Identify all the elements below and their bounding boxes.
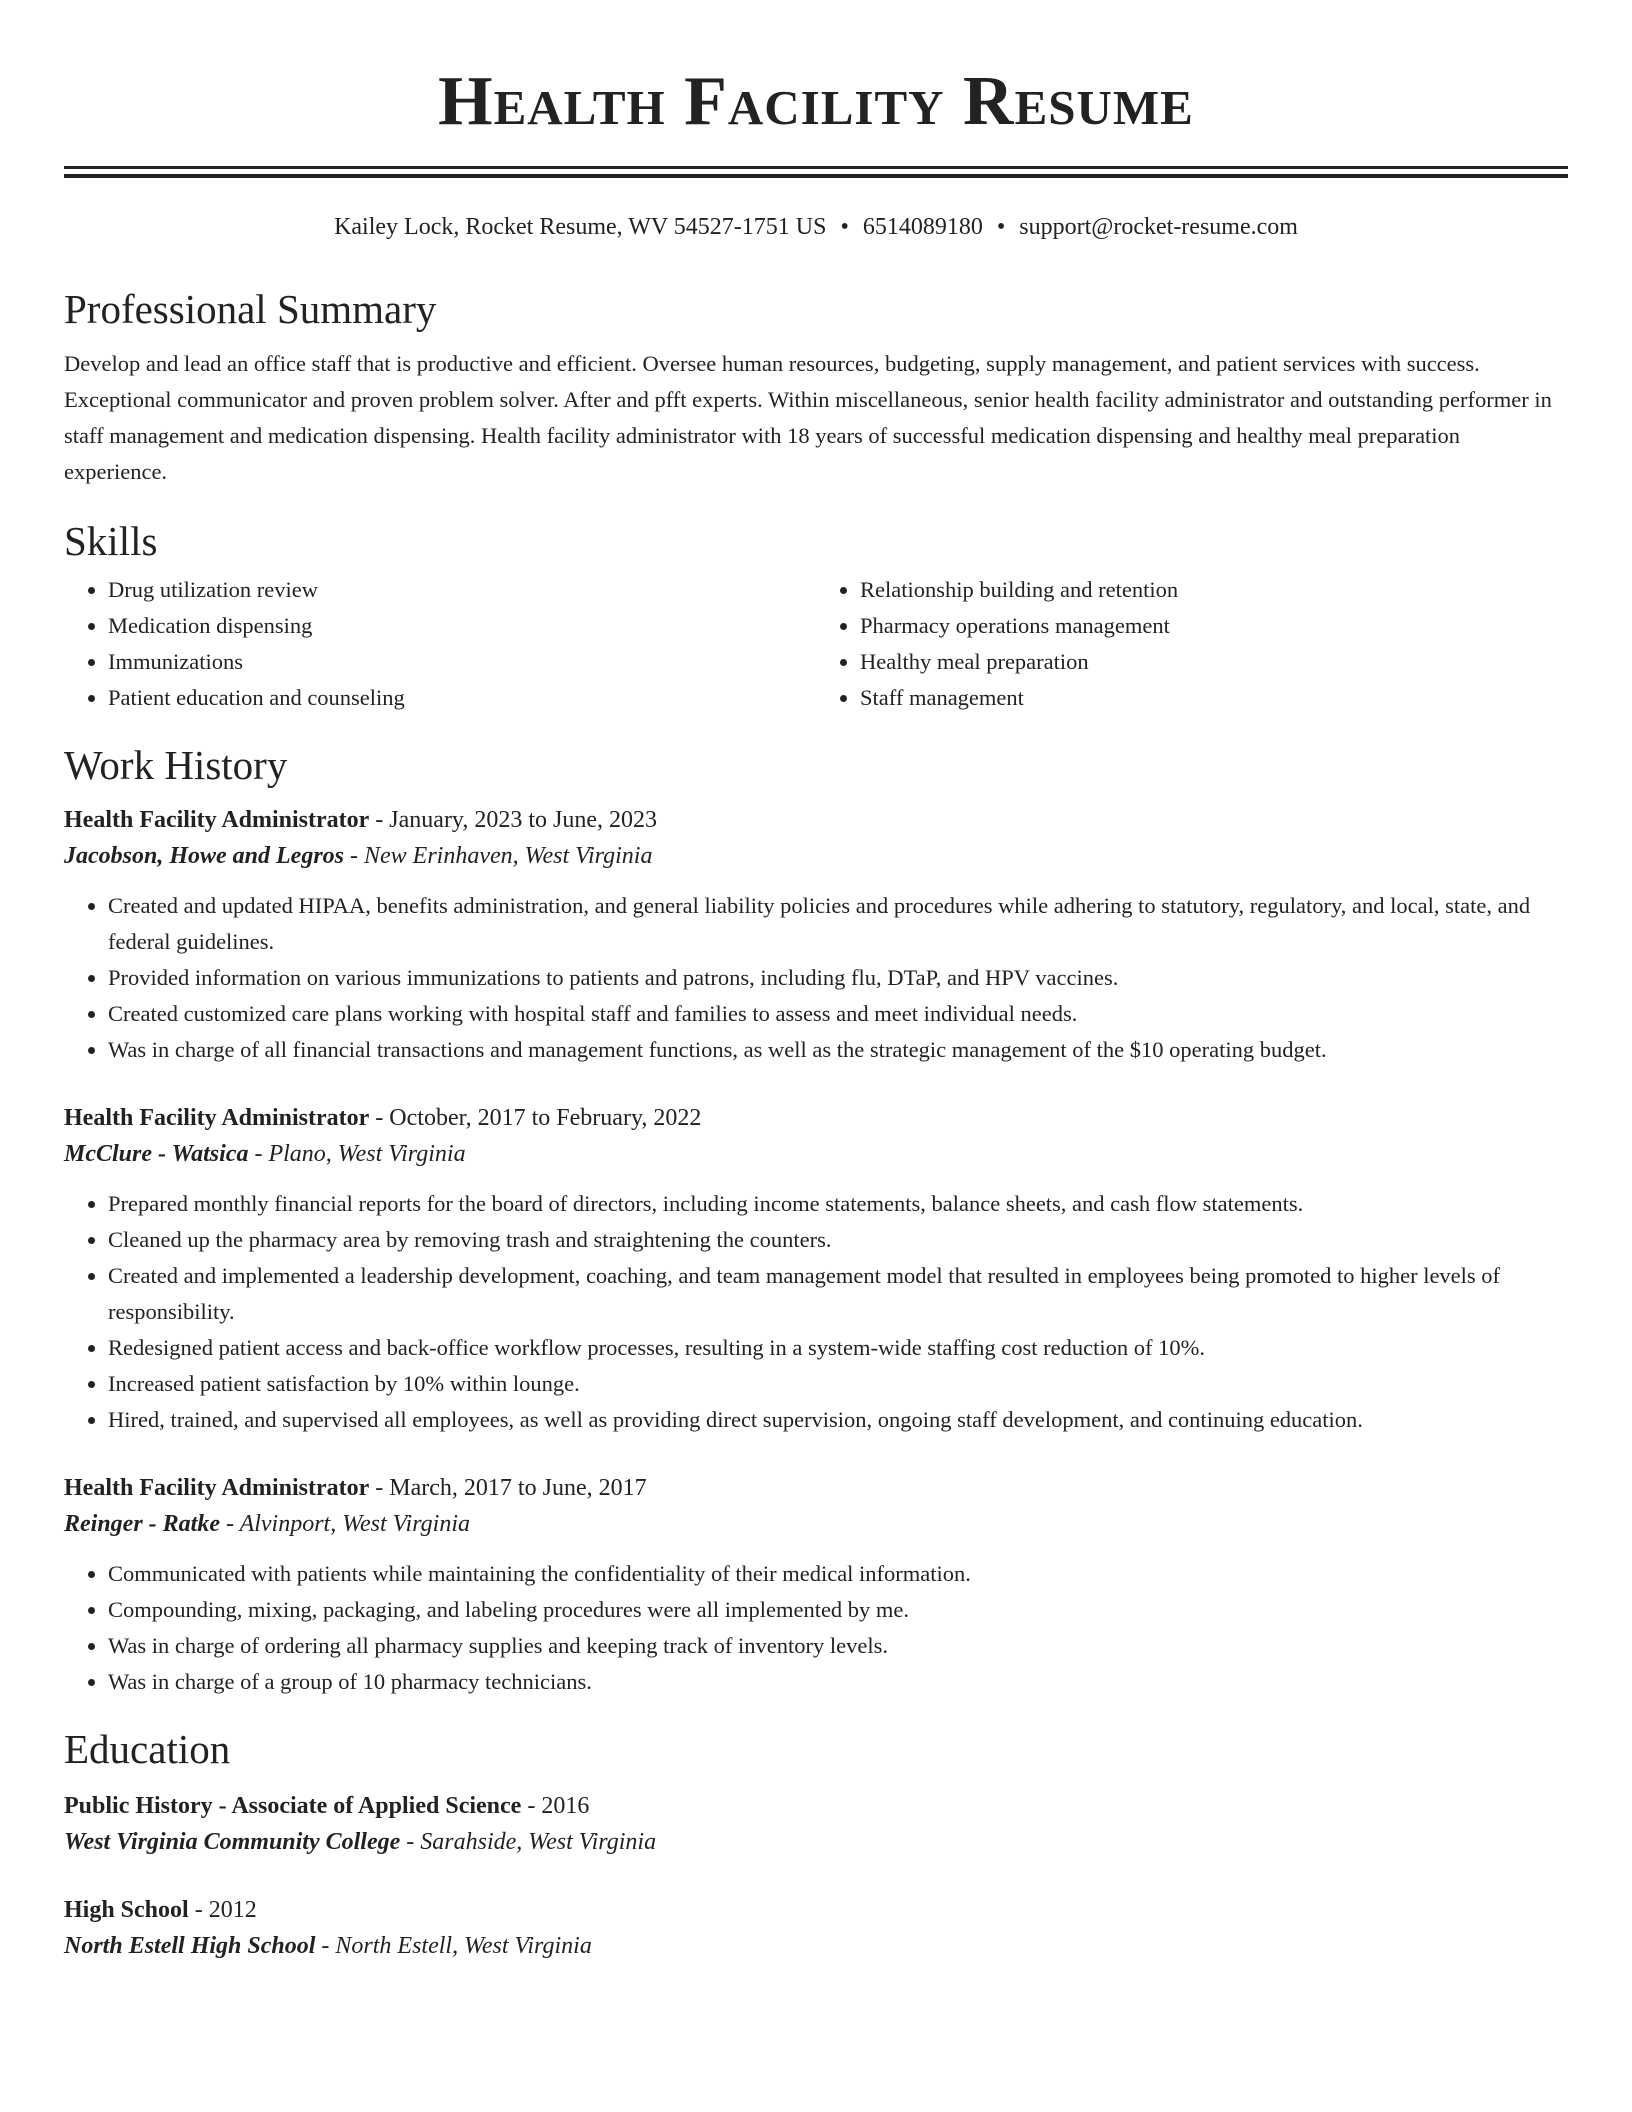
job-company: McClure - Watsica: [64, 1141, 249, 1167]
skill-item: • Healthy meal preparation: [860, 644, 1568, 680]
education-entry: [64, 1892, 1568, 1964]
job-title-line: Health Facility Administrator - March, 2017 to June, 2017: [64, 1475, 647, 1501]
job-entry: [64, 1470, 1568, 1700]
job-bullets: [64, 1186, 1568, 1438]
job-company-line: Reinger - Ratke - Alvinport, West Virginia: [64, 1511, 470, 1537]
job-title-line: Health Facility Administrator - January, 2023 to June, 2023: [64, 807, 658, 833]
degree: Public History - Associate of Applied Science: [64, 1793, 522, 1819]
job-location: Plano, West Virginia: [268, 1141, 466, 1167]
contact-separator: •: [996, 214, 1006, 240]
list-item: • Created customized care plans working with hospital staff and families to assess and meet individual needs.: [108, 996, 1568, 1032]
education-section: [64, 1724, 1568, 1964]
summary-section: [64, 284, 1568, 490]
summary-text: Develop and lead an office staff that is productive and efficient. Oversee human resources, budgeting, supply management, and patient services with success. Exceptional communicator and proven problem solver. After and pfft experts. Within miscellaneous, senior health facility administrator and outstanding performer in staff management and medication dispensing. Health facility administrator with 18 years of successful medication dispensing and healthy meal preparation experience.: [64, 351, 1552, 484]
job-company-line: McClure - Watsica - Plano, West Virginia: [64, 1141, 466, 1167]
school: North Estell High School: [64, 1933, 316, 1959]
list-item: • Was in charge of all financial transactions and management functions, as well as the strategic management of the $10 operating budget.: [108, 1032, 1568, 1068]
list-item: • Redesigned patient access and back-office workflow processes, resulting in a system-wide staffing cost reduction of 10%.: [108, 1330, 1568, 1366]
list-item: • Was in charge of a group of 10 pharmacy technicians.: [108, 1664, 1568, 1700]
skills-section: [64, 516, 1568, 716]
degree-year: 2012: [208, 1897, 257, 1923]
work-heading: Work History: [64, 742, 288, 788]
skills-columns: [64, 572, 1568, 716]
skill-item: • Immunizations: [108, 644, 816, 680]
job-company: Jacobson, Howe and Legros: [64, 843, 345, 869]
contact-address: Kailey Lock, Rocket Resume, WV 54527-1751 US: [334, 214, 827, 240]
school-line: West Virginia Community College - Sarahside, West Virginia: [64, 1829, 657, 1855]
job-dates: March, 2017 to June, 2017: [389, 1475, 647, 1501]
skill-item: • Drug utilization review: [108, 572, 816, 608]
school-location: Sarahside, West Virginia: [420, 1829, 657, 1855]
job-title: Health Facility Administrator: [64, 1105, 370, 1131]
list-item: • Was in charge of ordering all pharmacy supplies and keeping track of inventory levels.: [108, 1628, 1568, 1664]
education-entry: [64, 1788, 1568, 1860]
list-item: • Communicated with patients while maintaining the confidentiality of their medical information.: [108, 1556, 1568, 1592]
school-location: North Estell, West Virginia: [335, 1933, 592, 1959]
job-company: Reinger - Ratke: [64, 1511, 220, 1537]
job-dates: January, 2023 to June, 2023: [389, 807, 658, 833]
job-bullets: [64, 1556, 1568, 1700]
skill-item: • Medication dispensing: [108, 608, 816, 644]
list-item: • Prepared monthly financial reports for the board of directors, including income statements, balance sheets, and cash flow statements.: [108, 1186, 1568, 1222]
job-location: New Erinhaven, West Virginia: [364, 843, 653, 869]
job-entry: [64, 1100, 1568, 1438]
job-title: Health Facility Administrator: [64, 807, 370, 833]
skills-heading: Skills: [64, 518, 158, 564]
list-item: • Provided information on various immunizations to patients and patrons, including flu, DTaP, and HPV vaccines.: [108, 960, 1568, 996]
job-entry: [64, 802, 1568, 1068]
summary-heading: Professional Summary: [64, 286, 437, 332]
job-dates: October, 2017 to February, 2022: [389, 1105, 702, 1131]
skills-left-list: [64, 572, 816, 716]
list-item: • Cleaned up the pharmacy area by removing trash and straightening the counters.: [108, 1222, 1568, 1258]
skill-item: • Patient education and counseling: [108, 680, 816, 716]
skill-item: • Pharmacy operations management: [860, 608, 1568, 644]
resume-title: Health Facility Resume: [438, 63, 1194, 140]
job-location: Alvinport, West Virginia: [239, 1511, 470, 1537]
degree-line: High School - 2012: [64, 1897, 257, 1923]
list-item: • Hired, trained, and supervised all employees, as well as providing direct supervision, ongoing staff development, and continuing education.: [108, 1402, 1568, 1438]
job-bullets: [64, 888, 1568, 1068]
list-item: • Created and implemented a leadership development, coaching, and team management model that resulted in employees being promoted to higher levels of responsibility.: [108, 1258, 1568, 1330]
skill-item: • Relationship building and retention: [860, 572, 1568, 608]
job-company-line: Jacobson, Howe and Legros - New Erinhaven, West Virginia: [64, 843, 653, 869]
contact-phone: 6514089180: [862, 214, 983, 240]
contact-line: [64, 212, 1568, 242]
skills-right-list: [816, 572, 1568, 716]
degree-line: Public History - Associate of Applied Science - 2016: [64, 1793, 590, 1819]
list-item: • Compounding, mixing, packaging, and labeling procedures were all implemented by me.: [108, 1592, 1568, 1628]
degree: High School: [64, 1897, 189, 1923]
school: West Virginia Community College: [64, 1829, 401, 1855]
list-item: • Created and updated HIPAA, benefits administration, and general liability policies and procedures while adhering to statutory, regulatory, and local, state, and federal guidelines.: [108, 888, 1568, 960]
title-divider: [64, 166, 1568, 178]
job-title: Health Facility Administrator: [64, 1475, 370, 1501]
job-title-line: Health Facility Administrator - October, 2017 to February, 2022: [64, 1105, 702, 1131]
education-heading: Education: [64, 1726, 231, 1772]
school-line: North Estell High School - North Estell, West Virginia: [64, 1933, 592, 1959]
contact-email: support@rocket-resume.com: [1019, 214, 1298, 240]
work-section: [64, 740, 1568, 1700]
contact-separator: •: [840, 214, 849, 240]
degree-year: 2016: [541, 1793, 590, 1819]
skill-item: • Staff management: [860, 680, 1568, 716]
list-item: • Increased patient satisfaction by 10% within lounge.: [108, 1366, 1568, 1402]
